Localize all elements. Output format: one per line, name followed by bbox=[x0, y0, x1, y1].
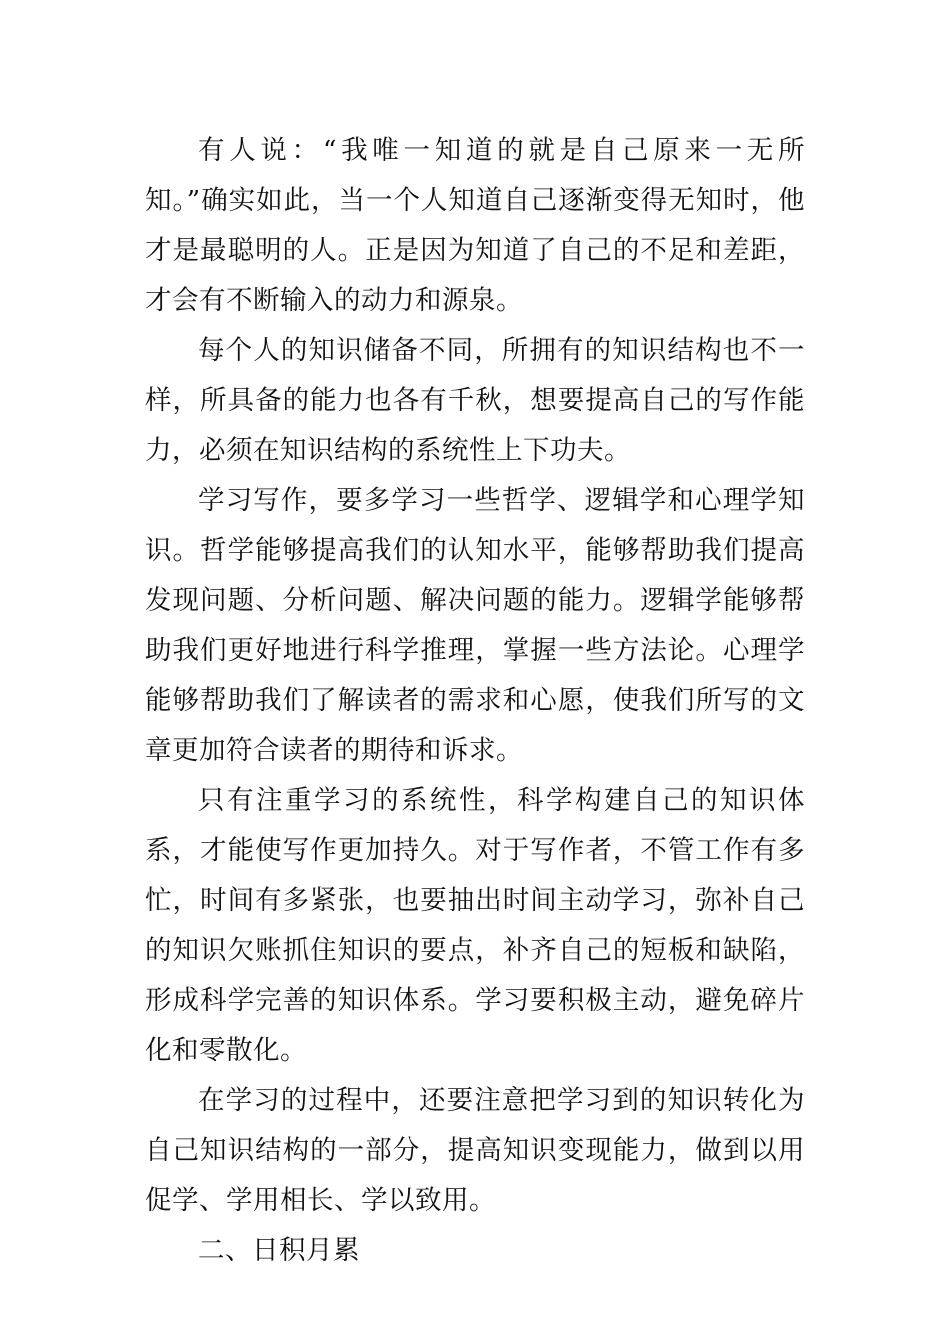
paragraph-3: 学习写作，要多学习一些哲学、逻辑学和心理学知识。哲学能够提高我们的认知水平，能够帮助我们提高发现问题、分析问题、解决问题的能力。逻辑学能够帮助我们更好地进行科学推理，掌握一些方法论。心理学能够帮助我们了解读者的需求和心愿，使我们所写的文章更加符合读者的期待和诉求。 bbox=[145, 485, 805, 766]
section-heading: 二、日积月累 bbox=[198, 1235, 360, 1266]
document-body bbox=[145, 126, 805, 1276]
paragraph-5: 在学习的过程中，还要注意把学习到的知识转化为自己知识结构的一部分，提高知识变现能力，做到以用促学、学用相长、学以致用。 bbox=[145, 1085, 805, 1216]
paragraph-2: 每个人的知识储备不同，所拥有的知识结构也不一样，所具备的能力也各有千秋，想要提高自己的写作能力，必须在知识结构的系统性上下功夫。 bbox=[145, 335, 805, 466]
paragraph-4: 只有注重学习的系统性，科学构建自己的知识体系，才能使写作更加持久。对于写作者，不管工作有多忙，时间有多紧张，也要抽出时间主动学习，弥补自己的知识欠账抓住知识的要点，补齐自己的短板和缺陷，形成科学完善的知识体系。学习要积极主动，避免碎片化和零散化。 bbox=[145, 785, 805, 1066]
paragraph-1: 有人说：“我唯一知道的就是自己原来一无所知。”确实如此，当一个人知道自己逐渐变得无知时，他才是最聪明的人。正是因为知道了自己的不足和差距，才会有不断输入的动力和源泉。 bbox=[145, 135, 805, 316]
